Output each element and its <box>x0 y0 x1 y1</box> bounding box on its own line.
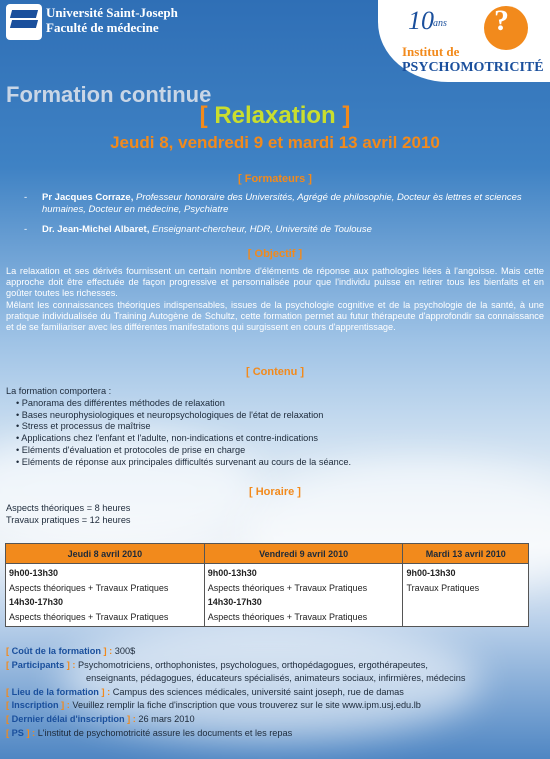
delai-value: 26 mars 2010 <box>138 713 195 724</box>
objectif-paragraph-1: La relaxation et ses dérivés fournissent un certain nombre d'éléments de réponse aux pathologies liées à l'angoisse. Mais cette approche doit être effectuée de façon progressive et personnalisée pour que l'individu puisse en retirer tous les bienfaits et en goûter toutes les richesses. <box>6 266 544 299</box>
formateur-name: Pr Jacques Corraze, <box>42 192 134 203</box>
time-slot: 9h00-13h30 <box>9 568 59 578</box>
formateur-desc: Enseignant-chercheur, HDR, Université de Toulouse <box>149 224 372 235</box>
horaire-section <box>6 503 131 527</box>
usj-logo <box>6 4 42 40</box>
list-item: • Panorama des différentes méthodes de relaxation <box>16 398 526 410</box>
table-header: Jeudi 8 avril 2010 <box>6 544 205 564</box>
cout-value: 300$ <box>114 646 136 656</box>
time-slot: 9h00-13h30 <box>406 568 456 578</box>
formateurs-heading: [ Formateurs ] <box>238 173 312 185</box>
formation-continue-title: Formation continue <box>6 82 212 107</box>
contenu-heading: [ Contenu ] <box>245 366 305 378</box>
table-cell <box>204 564 403 627</box>
contenu-section <box>6 386 526 469</box>
session-type: Aspects théoriques + Travaux Pratiques <box>207 582 368 593</box>
ipm-name-line1: Institut de <box>402 44 460 59</box>
participants-row-continued: enseignants, pédagogues, éducateurs spécialisés, animateurs sociaux, infirmières, médecins <box>86 673 466 684</box>
formateurs-list <box>24 192 534 244</box>
horaire-line-1: Aspects théoriques = 8 heures <box>6 503 131 513</box>
bracket-open: [ <box>199 102 215 129</box>
delai-row: [ Dernier délai d'inscription ] : 26 mars 2010 <box>6 713 195 724</box>
horaire-line-2: Travaux pratiques = 12 heures <box>6 514 131 525</box>
ipm-name-line2: PSYCHOMOTRICITÉ <box>402 60 544 75</box>
participants-label: Participants <box>11 659 65 670</box>
inscription-value: Veuillez remplir la fiche d'inscription que vous trouverez sur le site www.ipm.usj.edu.lb <box>72 700 421 711</box>
cout-row: [ Coût de la formation ] : 300$ <box>6 646 136 656</box>
table-header: Vendredi 9 avril 2010 <box>204 544 403 564</box>
header <box>0 0 550 80</box>
contenu-list <box>6 398 526 469</box>
ps-value: L'institut de psychomotricité assure les documents et les repas <box>37 727 293 738</box>
formateur-item: - Pr Jacques Corraze, Professeur honoraire des Universités, Agrégé de philosophie, Docteur ès lettres et sciences humaines, Docteur en médecine, Psychiatre <box>24 192 522 215</box>
ipm-symbol-icon: ? <box>494 4 509 37</box>
lieu-row: [ Lieu de la formation ] : Campus des sciences médicales, université saint joseph, rue de damas <box>6 686 404 697</box>
session-type: Aspects théoriques + Travaux Pratiques <box>207 611 368 622</box>
table-header-row <box>6 544 529 564</box>
cout-label: Coût de la formation <box>11 646 101 656</box>
ipm-years: 10 <box>408 6 434 35</box>
session-type: Aspects théoriques + Travaux Pratiques <box>9 611 169 622</box>
list-item: • Applications chez l'enfant et l'adulte, non-indications et contre-indications <box>16 433 526 445</box>
table-row <box>6 564 529 627</box>
bracket-close: ] <box>335 102 351 129</box>
list-item: • Eléments d'évaluation et protocoles de prise en charge <box>16 445 526 457</box>
formateur-name: Dr. Jean-Michel Albaret, <box>42 224 150 235</box>
participants-value: Psychomotriciens, orthophonistes, psychologues, orthopédagogues, ergothérapeutes, <box>78 659 428 670</box>
time-slot: 9h00-13h30 <box>207 568 257 578</box>
session-type: Travaux Pratiques <box>406 582 480 593</box>
session-type: Aspects théoriques + Travaux Pratiques <box>9 582 169 593</box>
list-item: • Stress et processus de maîtrise <box>16 421 526 433</box>
delai-label: Dernier délai d'inscription <box>11 713 125 724</box>
objectif-paragraph-2: Mêlant les connaissances théoriques indispensables, issues de la psychologie cognitive et de la psychologie de la santé, à une pratique individualisée du Training Autogène de Schultz, cette formation permet au futur thérapeute d'approfondir sa connaissance et de se familiariser avec les différentes manifestations qui surgissent en cours d'apprentissage. <box>6 300 544 333</box>
participants-row: [ Participants ] : Psychomotriciens, orthophonistes, psychologues, orthopédagogues, ergothérapeutes, <box>6 659 428 670</box>
ipm-logo <box>378 0 550 82</box>
table-cell <box>403 564 529 627</box>
schedule-table <box>5 543 529 627</box>
ipm-ans: ans <box>433 18 447 29</box>
faculty-name: Faculté de médecine <box>46 20 159 35</box>
ps-label: PS <box>11 727 24 738</box>
horaire-heading: [ Horaire ] <box>249 486 301 498</box>
lieu-label: Lieu de la formation <box>11 686 99 697</box>
list-item: • Eléments de réponse aux principales difficultés survenant au cours de la séance. <box>16 457 526 469</box>
contenu-intro: La formation comportera : <box>6 386 112 396</box>
table-header: Mardi 13 avril 2010 <box>403 544 529 564</box>
table-cell <box>6 564 205 627</box>
inscription-row: [ Inscription ] : Veuillez remplir la fiche d'inscription que vous trouverez sur le site www.ipm.usj.edu.lb <box>6 700 421 711</box>
info-section <box>6 645 546 740</box>
formateur-item: - Dr. Jean-Michel Albaret, Enseignant-chercheur, HDR, Université de Toulouse <box>24 224 372 235</box>
time-slot: 14h30-17h30 <box>207 597 262 607</box>
dates-line: Jeudi 8, vendredi 9 et mardi 13 avril 2010 <box>110 133 440 152</box>
objectif-heading: [ Objectif ] <box>247 248 303 260</box>
main-title <box>0 102 550 130</box>
inscription-label: Inscription <box>11 700 59 711</box>
university-name: Université Saint-Joseph <box>46 5 178 20</box>
usj-text <box>46 5 178 35</box>
list-item: • Bases neurophysiologiques et neuropsychologiques de l'état de relaxation <box>16 410 526 422</box>
title-word: Relaxation <box>214 102 336 129</box>
lieu-value: Campus des sciences médicales, université saint joseph, rue de damas <box>112 686 404 697</box>
formateur-desc: Professeur honoraire des Universités, Agrégé de philosophie, Docteur ès lettres et sciences humaines, Docteur en médecine, Psychiatre <box>42 192 522 215</box>
time-slot: 14h30-17h30 <box>9 597 64 607</box>
ps-row: [ PS ] : L'institut de psychomotricité assure les documents et les repas <box>6 727 293 738</box>
